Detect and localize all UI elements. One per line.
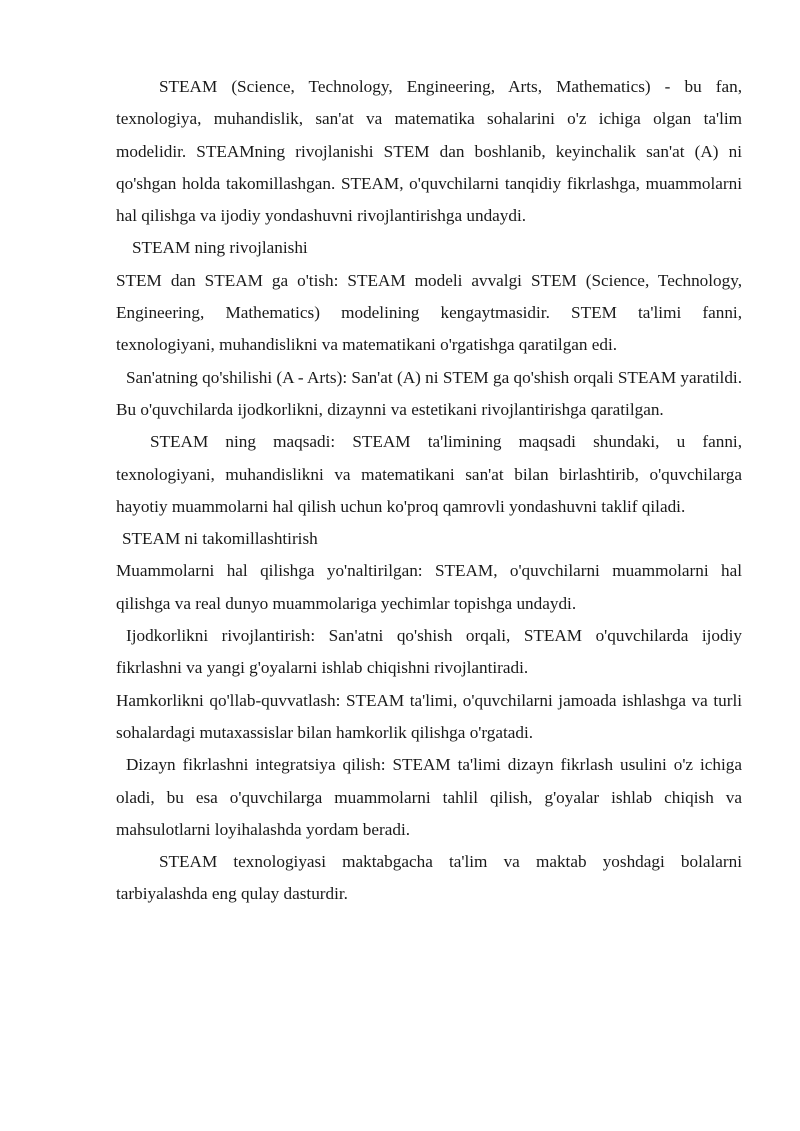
paragraph-steam-goal: STEAM ning maqsadi: STEAM ta'limining maqsadi shundaki, u fanni, texnologiyani, muhandislikni va matematikani san'at bilan birlashtirib, o'quvchilarga hayotiy muammolarni hal qilish uchun ko'proq qamrovli yondashuvni taklif qiladi. [116,432,742,516]
paragraph-problem-solving: Muammolarni hal qilishga yo'naltirilgan: STEAM, o'quvchilarni muammolarni hal qilishga va real dunyo muammolariga yechimlar topishga undaydi. [116,561,742,613]
paragraph-collaboration: Hamkorlikni qo'llab-quvvatlash: STEAM ta'limi, o'quvchilarni jamoada ishlashga va turli sohalardagi mutaxassislar bilan hamkorlik qilishga o'rgatadi. [116,690,742,742]
paragraph-arts-addition: San'atning qo'shilishi (A - Arts): San'at (A) ni STEM ga qo'shish orqali STEAM yaratildi. Bu o'quvchilarda ijodkorlikni, dizaynni va estetikani rivojlantirishga qaratilgan. [116,367,742,419]
section-heading-development: STEAM ning rivojlanishi [132,238,308,258]
section-heading-improvement: STEAM ni takomillashtirish [122,529,318,549]
paragraph-stem-to-steam: STEM dan STEAM ga o'tish: STEAM modeli avvalgi STEM (Science, Technology, Engineering, Mathematics) modelining kengaytmasidir. STEM ta'limi fanni, texnologiyani, muhandislikni va matematikani o'rgatishga qaratilgan edi. [116,270,742,355]
paragraph-creativity: Ijodkorlikni rivojlantirish: San'atni qo'shish orqali, STEAM o'quvchilarda ijodiy fikrlashni va yangi g'oyalarni ishlab chiqishni rivojlantiradi. [116,626,742,678]
intro-paragraph: STEAM (Science, Technology, Engineering, Arts, Mathematics) - bu fan, texnologiya, muhandislik, san'at va matematika sohalarini o'z ichiga olgan ta'lim modelidir. STEAMning rivojlanishi STEM dan boshlanib, keyinchalik san'at (A) ni qo'shgan holda takomillashgan. STEAM, o'quvchilarni tanqidiy fikrlashga, muammolarni hal qilishga va ijodiy yondashuvni rivojlantirishga undaydi. [116,77,742,226]
document-body [116,71,742,911]
paragraph-conclusion: STEAM texnologiyasi maktabgacha ta'lim va maktab yoshdagi bolalarni tarbiyalashda eng qulay dasturdir. [116,852,742,904]
paragraph-design-thinking: Dizayn fikrlashni integratsiya qilish: STEAM ta'limi dizayn fikrlash usulini o'z ichiga oladi, bu esa o'quvchilarga muammolarni tahlil qilish, g'oyalar ishlab chiqish va mahsulotlarni loyihalashda yordam beradi. [116,755,742,839]
